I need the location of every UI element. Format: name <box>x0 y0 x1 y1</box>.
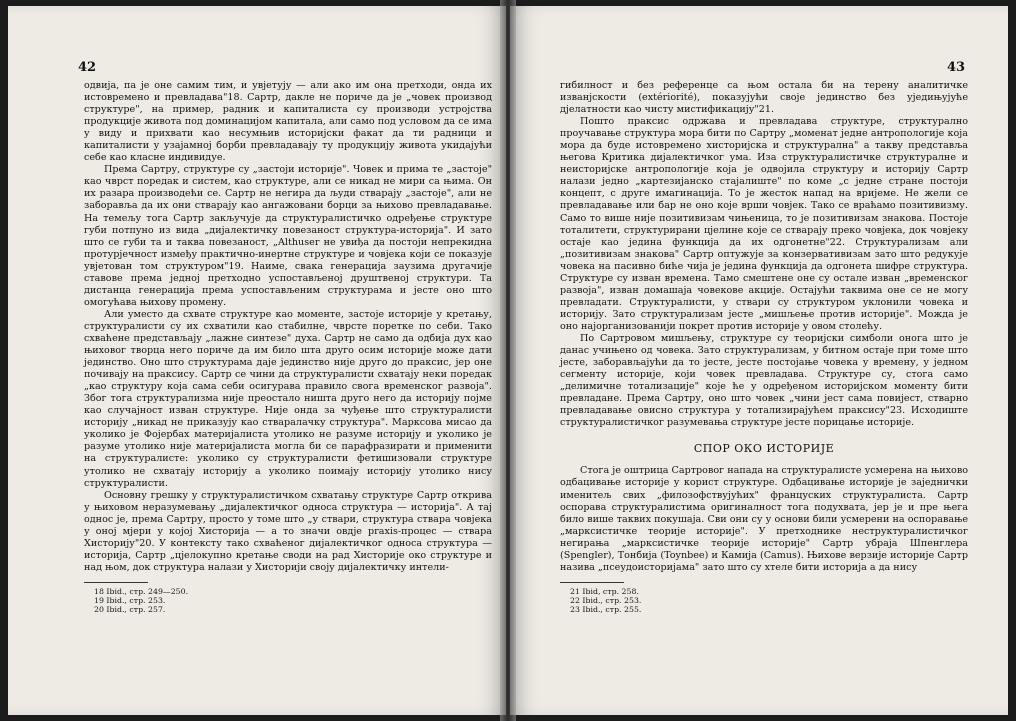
left-text-column <box>84 80 492 615</box>
right-page <box>510 6 1008 715</box>
section-heading: СПОР ОКО ИСТОРИЈЕ <box>693 442 835 456</box>
footnote: 19 Ibid., стр. 253. <box>94 596 166 606</box>
paragraph: Према Сартру, структуре су „застоји историје". Човек и прима те „застоје" као чврст поредак и систем, као структуре, али се никад не мири са њима. Он их разара производећи се. Сартр не негира да људи стварају „застоје", али не заборавља да их они стварају као ангажовани борци за њихово превладавање. На темељу тога Сартр закључује да структуралистичко одређење структуре губи потпуно из вида „дијалектичку повезаност структура-историја". И зато што се губи та и таква повезаност, „Althuser не увиђа да постоји непрекидна протурјечност између практично-инертне структуре и човјека који се показује увјетован том структуром"19. Наиме, свака генерација заузима другачије ставове према једној претходно успостављеној друштвеној структури. Та дистанца генерација према успостављеним структурама и јесте оно што омогућава њихову промену. <box>84 164 492 308</box>
footnote: 18 Ibid., стр. 249—250. <box>94 586 189 596</box>
paragraph: Али уместо да схвате структуре као моменте, застоје историје у кретању, структуралисти су их схватили као стабилне, чврсте поретке по себи. Тако схваћене представљају „лажне синтезе" духа. Сартр не само да одбија дух као њиховог творца него пориче да им било шта друго осим историје може дати јединство. Оно што структурама даје јединство није друго до праксис, јер оне почивају на праксису. Сартр се чини да структуралисти схватају неки поредак „као структуру која сама себи осигурава правило свога временског развоја". Због тога структурализма није преостало ништа друго него да историју појме као случајност изван структуре. Није онда за чуђење што структуралисти историју „никад не приказују као стваралачку структура". Марксова мисао да уколико је Фојербах материјалиста утолико не разуме историју и уколико је разуме утолико није материјалиста могла би се парафразирати и применити на структуралисте: уколико су структуралисти фетишизовали структуре утолико не схватају историју а уколико поимају историју утолико нису структуралисти. <box>84 308 492 489</box>
page-number-left: 42 <box>78 60 97 75</box>
page-number-right: 43 <box>947 60 966 75</box>
paragraph: Пошто праксис одржава и превладава структуре, структурално проучавање структура мора бити по Сартру „моменат једне антропологије која мора да буде истовремено хисторијска и структурална" а такву представља његова Критика дијалектичког ума. Иза структуралистичке структуралне и неисторијске антропологије која је одвојила структуру и историју Сартр налази једно „картезијанско стајалиште" по коме „с једне стране постоји концепт, с друге имагинација. То је жесток напад на вријеме. Не жели се превладавање или бар не оно које врши човјек. Тако се враћамо позитивизму. Само то више није позитивизам чињеница, то је позитивизам знакова. Постоје тоталитети, структурирани цјелине које се стварају преко човјека, док човјеку остаје као једина функција да их одгонетне"22. Структурализам али „позитивизам знакова" Сартр оптужује за конзервативизам зато што редукује човека на пасивно биће чија је једина функција да одгонета шифре структура. Структуре су изван времена. Тамо смештене оне су остале изван „временског развоја", изван домашаја човекове акције. Остајући таквима оне се не могу превладати. Структуралисти, у ствари су структуром уклонили човека и историју. Зато структурализам јесте „мишљење против историје". Можда је оно најорганизованији покрет против историје у овом столећу. <box>560 116 968 332</box>
book-gutter <box>500 0 516 721</box>
footnote: 22 Ibid., стр. 253. <box>570 596 642 606</box>
footnote: 21 Ibid, стр. 258. <box>570 586 639 596</box>
paragraph: гибилност и без референце са њом остала би на терену аналитичке изванјскости (extériorité), показујући своје јединство без уједињујуће дјелатности као чисту мистификацију"21. <box>560 80 968 116</box>
paragraph: По Сартровом мишљењу, структуре су теоријски симболи онога што је данас учињено од човека. Зато структурализам, у битном остаје при томе што јесте, заборављајући да то јесте, јесте постојање човека у времену, у једном сегменту историје, који човек превладава. Структуре су, стога само „делимичне тотализације" које ће у одређеном историјском моменту бити превладане. Према Сартру, оно што човек „чини јест сама повијест, стварно превладавање овисно структура у тотализирајућем праксису"23. Исходиште структуралистичког разумевања структуре јесте порицање историје. <box>560 332 968 429</box>
footnote: 23 Ibid., стр. 255. <box>570 605 642 615</box>
paragraph: одвија, па је оне самим тим, и увјетују — али ако им она претходи, онда их истовремено и превладава"18. Сартр, дакле не пориче да је „човек производ структуре", на пример, радник и капиталиста су производи устројства продукције живота под доминацијом капитала, али само под условом да се има у виду и прихвати као несумњив историјски факат да ти радници и капиталисти у узајамној борби превладавају ту продукцију живота укидајући себе као класне индивидуе. <box>84 80 492 164</box>
left-page <box>8 6 506 715</box>
footnote-rule <box>560 582 624 583</box>
right-text-column <box>560 80 968 614</box>
paragraph: Стога је оштрица Сартровог напада на структуралисте усмерена на њихово одбацивање историје у корист структуре. Одбацивање историје је заједнички именитељ свих „филозофствујућих" француских структуралиста. Сартр оспорава структуралистима оригиналност тога подухвата, јер је и пре њега било више таквих покушаја. Сви они су у основи били усмерени на оспоравање „марксистичке теорије историје". У претходнике неструктуралистичког негирања „марксистичке теорије историје" Сартр убраја Шпенглера (Spengler), Тонбија (Toynbee) и Камија (Camus). Њихове верзије историје Сартр назива „псеудоисторијама" зато што су хтеле бити историја а да нису <box>560 465 968 573</box>
footnote: 20 Ibid., стр. 257. <box>94 605 166 615</box>
paragraph: Основну грешку у структуралистичком схватању структуре Сартр открива у њиховом неразумевању „дијалектичког односа структура — историја". А тај однос је, према Сартру, просто у томе што „у ствари, структура ствара човјека у оној мјери у којој Хисторија — а то значи овдје praxis-процес — ствара Хисторију"20. У контексту тако схваћеног дијалектичког односа структура — историја, Сартр „цјелокупно кретање своди на рад Хисторије око структуре и над њом, док структура налази у Хисторији своју дијалектичку интели- <box>84 489 492 573</box>
footnote-rule <box>84 582 148 583</box>
